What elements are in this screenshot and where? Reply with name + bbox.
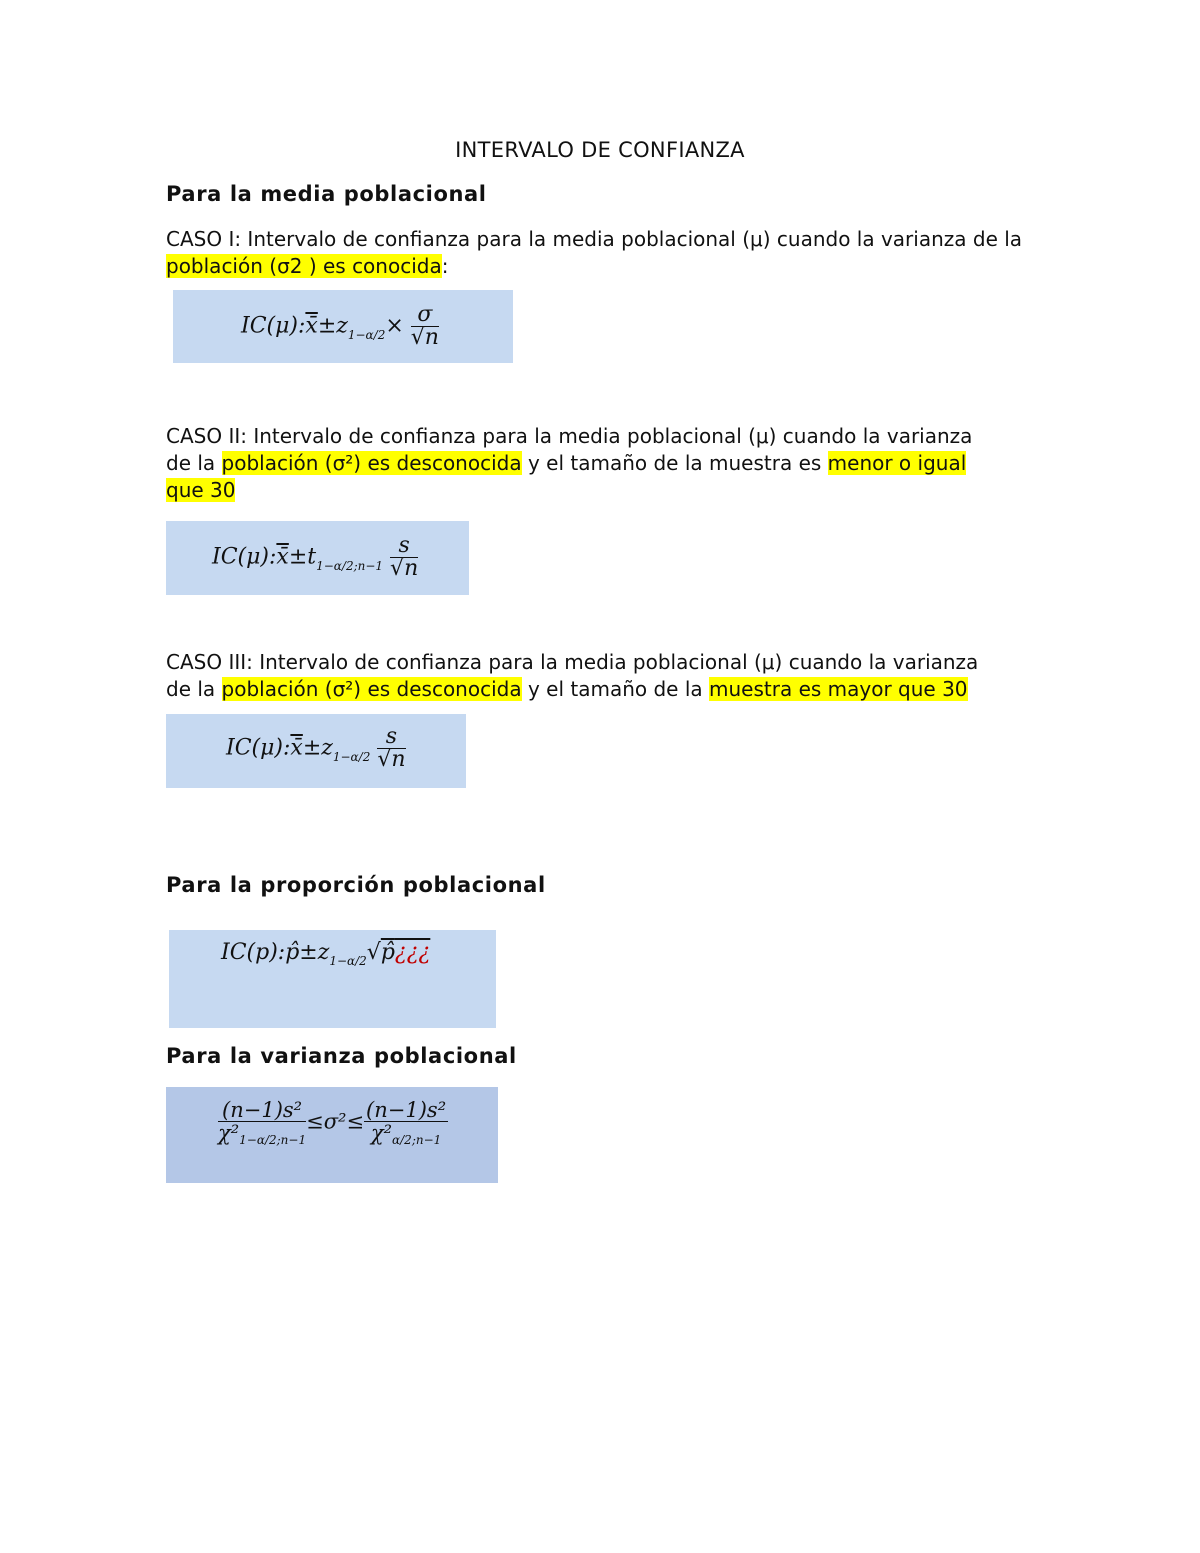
caso3-highlight-1: población (σ²) es desconocida [221, 677, 522, 701]
formula-caso1: $IC(\mu):x̄\pm z_{1-\alpha/2}\times$ $\frac{\sigma}{√n}$ [241, 302, 439, 350]
caso2-highlight-1: población (σ²) es desconocida [221, 451, 522, 475]
formula-box-varianza [166, 1087, 498, 1183]
section-heading-media: Para la media poblacional [166, 182, 487, 206]
formula-caso3: $IC(\mu):x̄\pm z_{1-\alpha/2}$ $\frac{s}{√n}$ [226, 724, 406, 772]
caso1-paragraph [166, 226, 1046, 280]
caso1-text: CASO I: Intervalo de confianza para la media poblacional (μ) cuando la varianza de la [166, 227, 1023, 251]
page-title: INTERVALO DE CONFIANZA [455, 138, 745, 162]
section-heading-varianza: Para la varianza poblacional [166, 1044, 517, 1068]
formula-varianza: $\frac{\text{(n−1)s²}}{\text{χ²1−α/2;n−1}}$ ≤σ²≤ $\frac{\text{(n−1)s²}}{\text{χ²α/2;n−1}}$ [218, 1098, 447, 1147]
caso3-paragraph: CASO III: Intervalo de confianza para la media poblacional (μ) cuando la varianza de la población (σ²) es desconocida y el tamaño de la muestra es mayor que 30 [166, 650, 979, 701]
formula-proporcion: $IC(p):p̂\pm z_{1-\alpha/2}√p̂¿¿¿$ [221, 940, 431, 968]
caso2-highlight-2: menor o igual que 30 [166, 451, 967, 502]
formula-box-proporcion [169, 930, 496, 1028]
caso1-suffix: : [441, 254, 449, 278]
caso2-paragraph: CASO II: Intervalo de confianza para la media poblacional (μ) cuando la varianza de la población (σ²) es desconocida y el tamaño de la muestra es menor o igual que 30 [166, 424, 973, 502]
formula-box-caso1 [173, 290, 513, 363]
caso1-highlight: población (σ2 ) es conocida [166, 254, 442, 278]
section-heading-proporcion: Para la proporción poblacional [166, 873, 546, 897]
formula-box-caso2 [166, 521, 469, 595]
formula-caso2: $IC(\mu):x̄\pm t_{1-\alpha/2;n-1}$ $\frac{s}{√n}$ [212, 533, 419, 581]
caso3-highlight-2: muestra es mayor que 30 [709, 677, 968, 701]
formula-box-caso3 [166, 714, 466, 788]
